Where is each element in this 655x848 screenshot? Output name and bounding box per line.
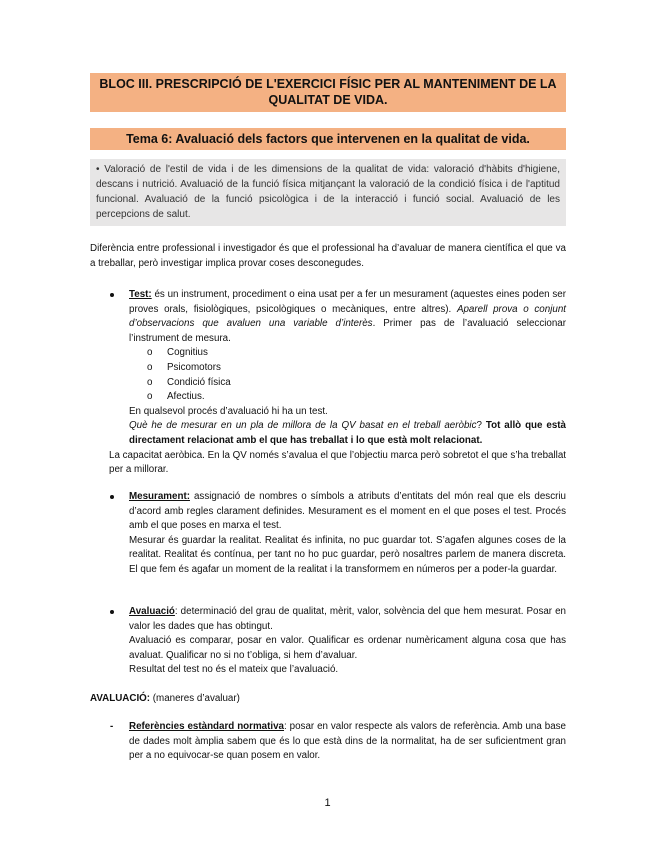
test-types-list bbox=[147, 346, 566, 404]
mesurament-section bbox=[90, 490, 566, 578]
avaluacio-heading: AVALUACIÓ: (maneres d’avaluar) bbox=[90, 693, 240, 704]
list-item: o Afectius. bbox=[147, 391, 205, 403]
referencies-term: Referències estàndard normativa bbox=[129, 721, 285, 732]
list-item: o Cognitius bbox=[147, 347, 208, 359]
avaluacio-term: Avaluació bbox=[129, 606, 175, 617]
tema-title-banner: Tema 6: Avaluació dels factors que intervenen en la qualitat de vida. bbox=[90, 128, 566, 150]
test-process-line: En qualsevol procés d’avaluació hi ha un test. bbox=[129, 405, 328, 417]
bullet-icon bbox=[110, 293, 114, 297]
bullet-icon bbox=[110, 495, 114, 499]
referencies-definition: Referències estàndard normativa: posar en valor respecte als valors de referència. Amb una base de dades molt àmplia sabem que és lo que està dins de la normalitat, ha de ser suficientment gran per a no equivocar-se quan posem en valor. bbox=[129, 721, 566, 762]
test-question: Què he de mesurar en un pla de millora de la QV basat en el treball aeròbic? Tot allò que està directament relacionat amb el que has treballat i lo que està molt relacionat. bbox=[129, 420, 567, 446]
bullet-icon bbox=[110, 610, 114, 614]
mesurament-definition: Mesurament: assignació de nombres o símbols a atributs d’entitats del món real que els descriu d’acord amb regles clarament definides. Mesurament es el moment en el que poses el test. Procés amb el que poses en marxa el test. bbox=[129, 491, 566, 532]
dash-marker: - bbox=[110, 721, 114, 732]
avaluacio-section bbox=[90, 605, 566, 678]
avaluacio-result-line: Resultat del test no és el mateix que l’avaluació. bbox=[129, 664, 339, 676]
mesurament-explanation: Mesurar és guardar la realitat. Realitat és infinita, no puc guardar tot. S’agafen algunes coses de la realitat. Realitat és contínua, per tant no ho puc guardar, però nosaltres parlem de manera discreta. El que fem és agafar un moment de la realitat i la transformem en números per a poder-la guardar. bbox=[129, 534, 566, 575]
list-item: o Condició física bbox=[147, 376, 231, 388]
mesurament-term: Mesurament: bbox=[129, 491, 190, 502]
intro-paragraph: Diferència entre professional i investigador és que el professional ha d’avaluar de manera científica el que va a treballar, però investigar implica provar coses desconegudes. bbox=[90, 243, 566, 269]
test-section bbox=[90, 288, 566, 478]
avaluacio-explanation: Avaluació es comparar, posar en valor. Qualificar es ordenar numèricament alguna cosa que has avaluat. Qualificar no si no t’obliga, si hem d’avaluar. bbox=[129, 635, 566, 661]
list-item: o Psicomotors bbox=[147, 361, 221, 373]
syllabus-summary-box: • Valoració de l'estil de vida i de les dimensions de la qualitat de vida: valoració d'hàbits d'higiene, descans i nutrició. Avaluació de la funció física mitjançant la valoració de la condició física i de l'aptitud funcional. Avaluació de la funció psicològica i de la interacció i funció social. Avaluació de les percepcions de salut. bbox=[90, 159, 566, 226]
referencies-section bbox=[90, 720, 566, 764]
page-number: 1 bbox=[324, 797, 331, 809]
test-term: Test: bbox=[129, 289, 152, 300]
test-definition: Test: és un instrument, procediment o eina usat per a fer un mesurament (aquestes eines poden ser proves orals, fisiològiques, psicològiques o mecàniques, entre altres). Aparell prova o conjunt d’observacions que avaluen una variable d’interès. Primer pas de l’avaluació seleccionar l’instrument de mesura. bbox=[129, 289, 567, 344]
bloc-title-banner: BLOC III. PRESCRIPCIÓ DE L'EXERCICI FÍSIC PER AL MANTENIMENT DE LA QUALITAT DE VIDA. bbox=[90, 73, 566, 112]
avaluacio-definition: Avaluació: determinació del grau de qualitat, mèrit, valor, solvència del que hem mesurat. Posar en valor les dades que has obtingut. bbox=[129, 606, 566, 632]
aerobic-capacity-line: La capacitat aeròbica. En la QV només s’avalua el que l’objectiu marca però sobretot el que s’ha treballat per a millorar. bbox=[109, 449, 566, 476]
